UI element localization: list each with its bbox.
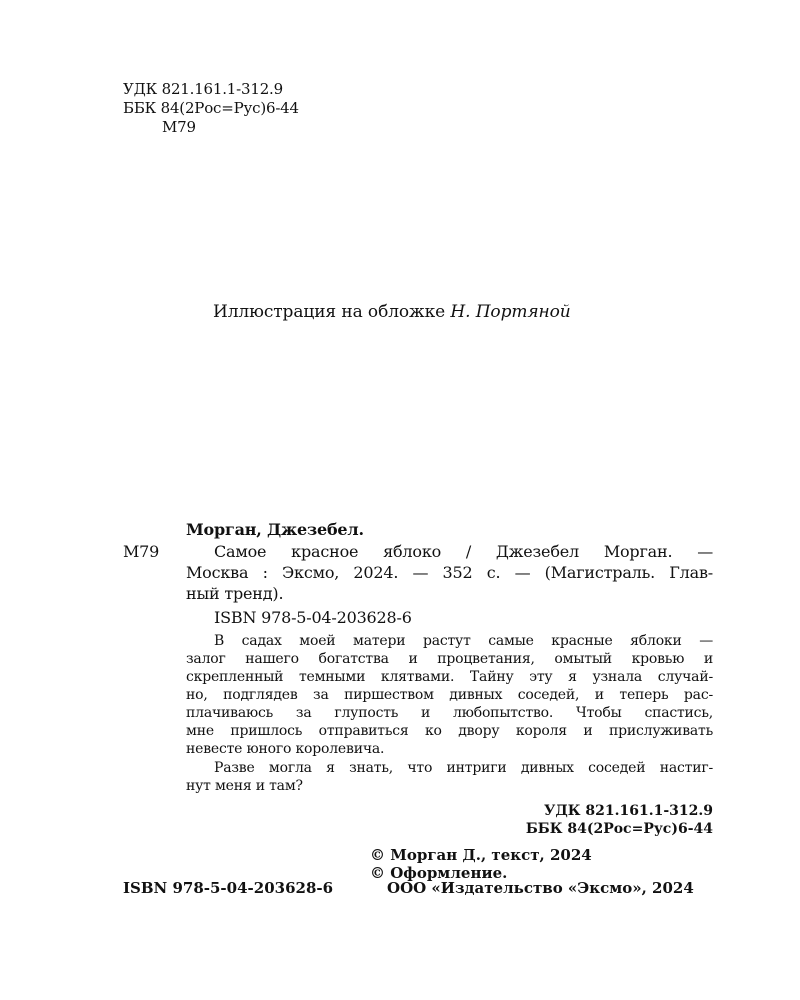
annotation-line-2: залог нашего богатства и процветания, омытый кровью и <box>186 651 713 667</box>
top-bbk: ББК 84(2Рос=Рус)6-44 <box>123 99 299 117</box>
catalog-description-line-2: Москва : Эксмо, 2024. — 352 с. — (Магистраль. Глав- <box>186 563 713 582</box>
top-udk: УДК 821.161.1-312.9 <box>123 80 283 98</box>
catalog-udk: УДК 821.161.1-312.9 <box>543 803 713 819</box>
illustration-credit <box>213 302 571 322</box>
annotation-line-5: плачиваюсь за глупость и любопытство. Чтобы спастись, <box>186 705 713 721</box>
copyright-text: © Морган Д., текст, 2024 <box>370 846 592 864</box>
annotation-line-9: нут меня и там? <box>186 778 303 794</box>
catalog-description-line-3: ный тренд). <box>186 584 284 603</box>
annotation-line-3: скрепленный темными клятвами. Тайну эту я узнала случай- <box>186 669 713 685</box>
copyright-publisher: ООО «Издательство «Эксмо», 2024 <box>387 879 694 897</box>
annotation-line-7: невесте юного королевича. <box>186 741 385 757</box>
top-author-mark: М79 <box>162 118 196 136</box>
annotation-line-6: мне пришлось отправиться ко двору короля и прислуживать <box>186 723 713 739</box>
copyright-isbn: ISBN 978-5-04-203628-6 <box>123 879 334 897</box>
catalog-description-line-1: Самое красное яблоко / Джезебел Морган. — <box>214 542 713 561</box>
catalog-bbk: ББК 84(2Рос=Рус)6-44 <box>525 821 713 837</box>
annotation-line-1: В садах моей матери растут самые красные яблоки — <box>214 633 713 649</box>
catalog-isbn: ISBN 978-5-04-203628-6 <box>214 608 412 627</box>
copyright-design: © Оформление. <box>370 864 508 882</box>
illustration-label: Иллюстрация на обложке <box>213 302 446 322</box>
annotation-line-4: но, подглядев за пиршеством дивных соседей, и теперь рас- <box>186 687 713 703</box>
catalog-author-mark: М79 <box>123 542 160 561</box>
illustration-artist: Н. Портяной <box>450 302 571 322</box>
annotation-line-8: Разве могла я знать, что интриги дивных соседей настиг- <box>214 760 713 776</box>
catalog-author-heading: Морган, Джезебел. <box>186 520 364 539</box>
